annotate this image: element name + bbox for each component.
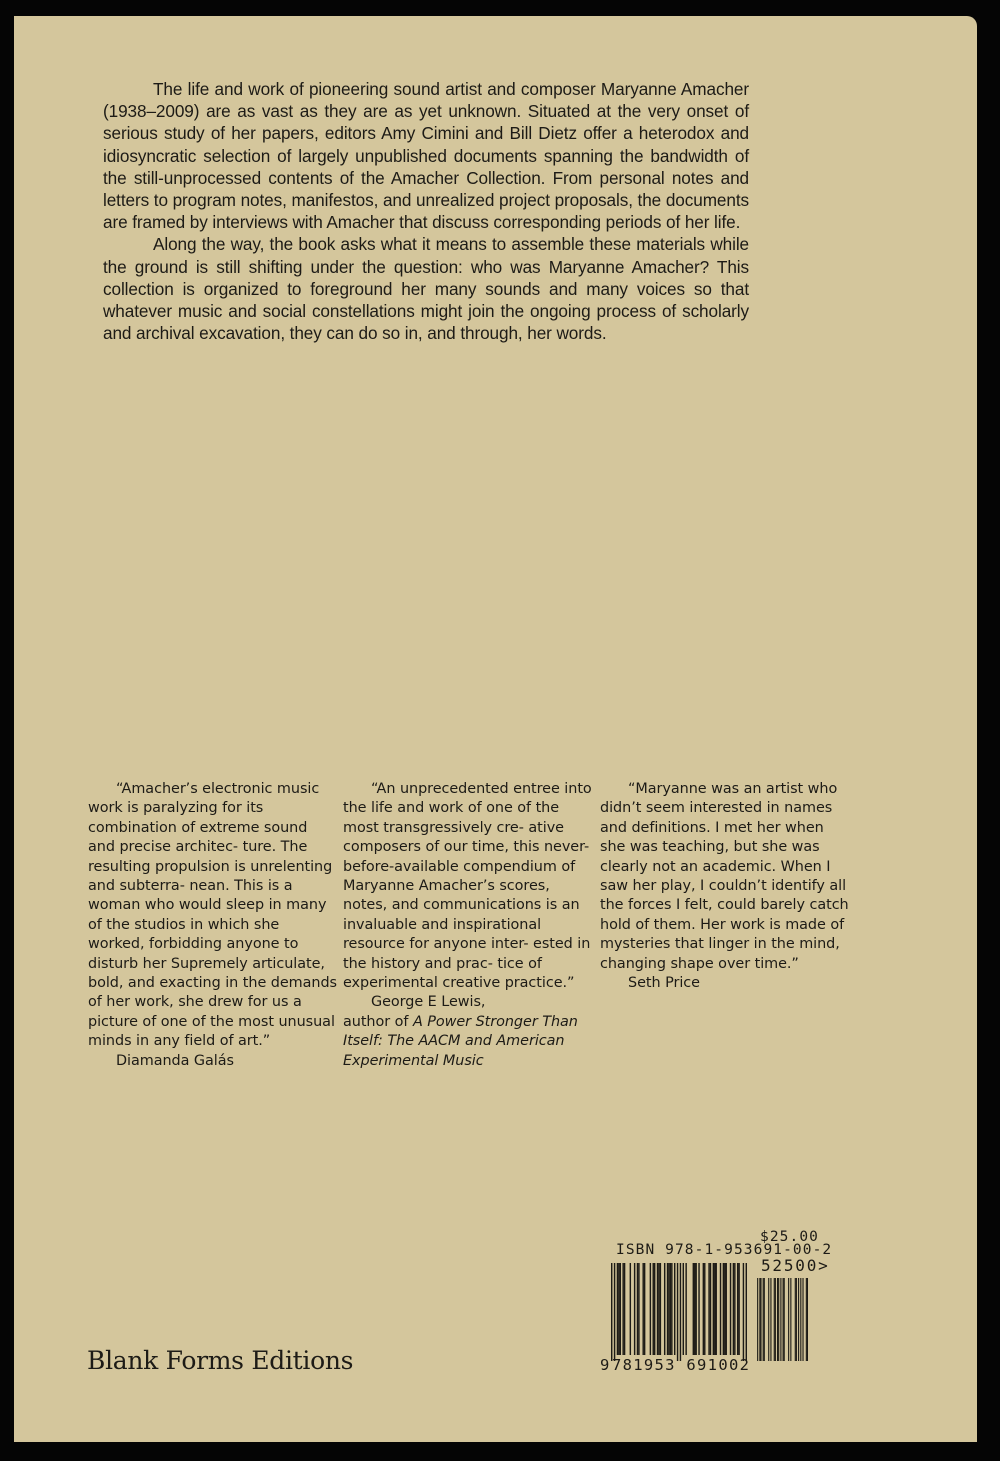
barcode-bar — [788, 1278, 789, 1361]
barcode-bar — [670, 1263, 671, 1355]
barcode-bar — [624, 1263, 625, 1355]
barcode-bar — [763, 1278, 764, 1361]
endorsement-quote — [343, 780, 593, 1071]
quote-attribution-detail — [343, 1013, 593, 1071]
publisher-logo: Blank Forms Editions — [87, 1346, 354, 1375]
barcode-bar — [724, 1263, 725, 1355]
isbn-barcode — [611, 1263, 747, 1361]
barcode-bar — [708, 1263, 709, 1355]
barcode-bar — [716, 1263, 717, 1355]
quote-text: “An unprecedented entree into the life and work of one of the most transgressively cre- ative composers of our time, this never-before-available compendium of Maryanne Amacher’s scores, notes, and communications is an invaluable and inspirational resource for anyone inter- ested in the history and prac- tice of experimental creative practice.” — [343, 781, 592, 992]
barcode-bar — [634, 1263, 635, 1355]
barcode-bar — [798, 1278, 799, 1361]
barcode-bar — [806, 1278, 807, 1361]
barcode-bar — [777, 1278, 778, 1361]
barcode-bar — [714, 1263, 715, 1355]
barcode-bar — [674, 1263, 675, 1355]
barcode-bar — [723, 1263, 724, 1355]
barcode-bar — [757, 1278, 758, 1361]
barcode-bar — [642, 1263, 643, 1355]
barcode-bar — [780, 1278, 781, 1361]
barcode-bar — [759, 1278, 760, 1361]
barcode-bar — [710, 1263, 711, 1355]
barcode-bar — [638, 1263, 639, 1355]
quote-attribution: Seth Price — [628, 975, 700, 992]
blurb-paragraph: Along the way, the book asks what it means to assemble these materials while the ground is still shifting under the question: who was Maryanne Amacher? This collection is organized to foreground her many sounds and many voices so that whatever music and social constellations might join the ongoing process of scholarly and archival excavation, they can do so in, and through, her words. — [103, 234, 749, 344]
barcode-bar — [693, 1263, 694, 1355]
barcode-bar — [795, 1278, 796, 1361]
endorsement-quote — [600, 780, 850, 993]
barcode-bar — [800, 1278, 801, 1361]
price-label: $25.00 — [760, 1229, 819, 1245]
barcode-bar — [726, 1263, 727, 1355]
barcode-bar — [783, 1278, 784, 1361]
attribution-work-title: A Power Stronger Than Itself: The AACM and American Experimental Music — [343, 1013, 578, 1069]
barcode-bar — [677, 1263, 678, 1361]
barcode-bar — [720, 1263, 721, 1355]
barcode-bar — [733, 1263, 734, 1355]
barcode-bar — [680, 1263, 681, 1361]
barcode-bar — [644, 1263, 645, 1355]
barcode-bar — [650, 1263, 651, 1355]
barcode-digit-first: 9 — [600, 1356, 611, 1374]
endorsement-quote — [88, 780, 338, 1071]
barcode-bar — [683, 1263, 684, 1355]
isbn-label: ISBN 978-1-953691-00-2 — [616, 1242, 833, 1258]
barcode-digits-rest: 781953 691002 — [612, 1356, 751, 1374]
barcode-bar — [704, 1263, 705, 1355]
barcode-bar — [653, 1263, 654, 1355]
barcode-bar — [784, 1278, 785, 1361]
price-addon-barcode — [756, 1278, 808, 1361]
barcode-bar — [734, 1263, 735, 1355]
barcode-bar — [738, 1263, 739, 1355]
barcode-bar — [790, 1278, 791, 1361]
barcode-bar — [658, 1263, 659, 1355]
barcode-bar — [746, 1263, 747, 1361]
blurb-paragraph: The life and work of pioneering sound artist and composer Maryanne Amacher (1938–2009) are as vast as they are as yet unknown. Situated at the very onset of serious study of her papers, editors Amy Cimini and Bill Dietz offer a heterodox and idiosyncratic selection of largely unpublished documents spanning the bandwidth of the still-unprocessed contents of the Amacher Collection. From personal notes and letters to program notes, manifestos, and unrealized project proposals, the documents are framed by interviews with Amacher that discuss corresponding periods of her life. — [103, 79, 749, 233]
barcode-bar — [664, 1263, 665, 1355]
barcode-bar — [694, 1263, 695, 1355]
barcode-bar — [671, 1263, 672, 1355]
barcode-bar — [775, 1278, 776, 1361]
barcode-bar — [657, 1263, 658, 1355]
barcode-bar — [703, 1263, 704, 1355]
barcode-bar — [618, 1263, 619, 1355]
quote-attribution: George E Lewis, — [371, 994, 486, 1011]
quote-attribution: Diamanda Galás — [116, 1052, 234, 1069]
barcode-bar — [698, 1263, 699, 1355]
barcode-bar — [637, 1263, 638, 1355]
barcode-bar — [713, 1263, 714, 1355]
blurb — [103, 78, 749, 344]
attribution-prefix: author of — [343, 1013, 413, 1030]
barcode-bar — [620, 1263, 621, 1355]
barcode-bar — [695, 1263, 696, 1355]
barcode-bar — [807, 1278, 808, 1361]
barcode-bar — [764, 1278, 765, 1361]
barcode-bar — [796, 1278, 797, 1361]
quote-text: “Amacher’s electronic music work is paralyzing for its combination of extreme sound and precise architec- ture. The resulting propulsion is unrelenting and subterra- nean. This is a woman who would sleep in many of the studios in which she worked, forbidding anyone to disturb her Supremely articulate, bold, and exacting in the demands of her work, she drew for us a picture of one of the most unusual minds in any field of art.” — [88, 781, 337, 1050]
barcode-bar — [630, 1263, 631, 1355]
barcode-bar — [614, 1263, 615, 1361]
barcode-bar — [743, 1263, 744, 1361]
quote-text: “Maryanne was an artist who didn’t seem interested in names and definitions. I met her when she was teaching, but she was clearly not an academic. When I saw her play, I couldn’t identify all the forces I felt, could barely catch hold of them. Her work is made of mysteries that linger in the mind, changing shape over time.” — [600, 781, 849, 972]
barcode-bar — [611, 1263, 612, 1361]
barcode-bar — [770, 1278, 771, 1361]
barcode-bar — [617, 1263, 618, 1355]
barcode-bar — [667, 1263, 668, 1355]
barcode-bar — [737, 1263, 738, 1355]
barcode-bar — [774, 1278, 775, 1361]
barcode-bar — [760, 1278, 761, 1361]
barcode-bar — [730, 1263, 731, 1355]
barcode-bar — [622, 1263, 623, 1355]
barcode-bar — [668, 1263, 669, 1355]
barcode-addon-label: 52500> — [761, 1256, 830, 1275]
barcode-bar — [768, 1278, 769, 1361]
book-back-cover — [14, 16, 977, 1442]
barcode-bar — [654, 1263, 655, 1355]
barcode-bar — [778, 1278, 779, 1361]
barcode-bar — [660, 1263, 661, 1355]
barcode-bar — [685, 1263, 686, 1355]
barcode-bar — [802, 1278, 803, 1361]
